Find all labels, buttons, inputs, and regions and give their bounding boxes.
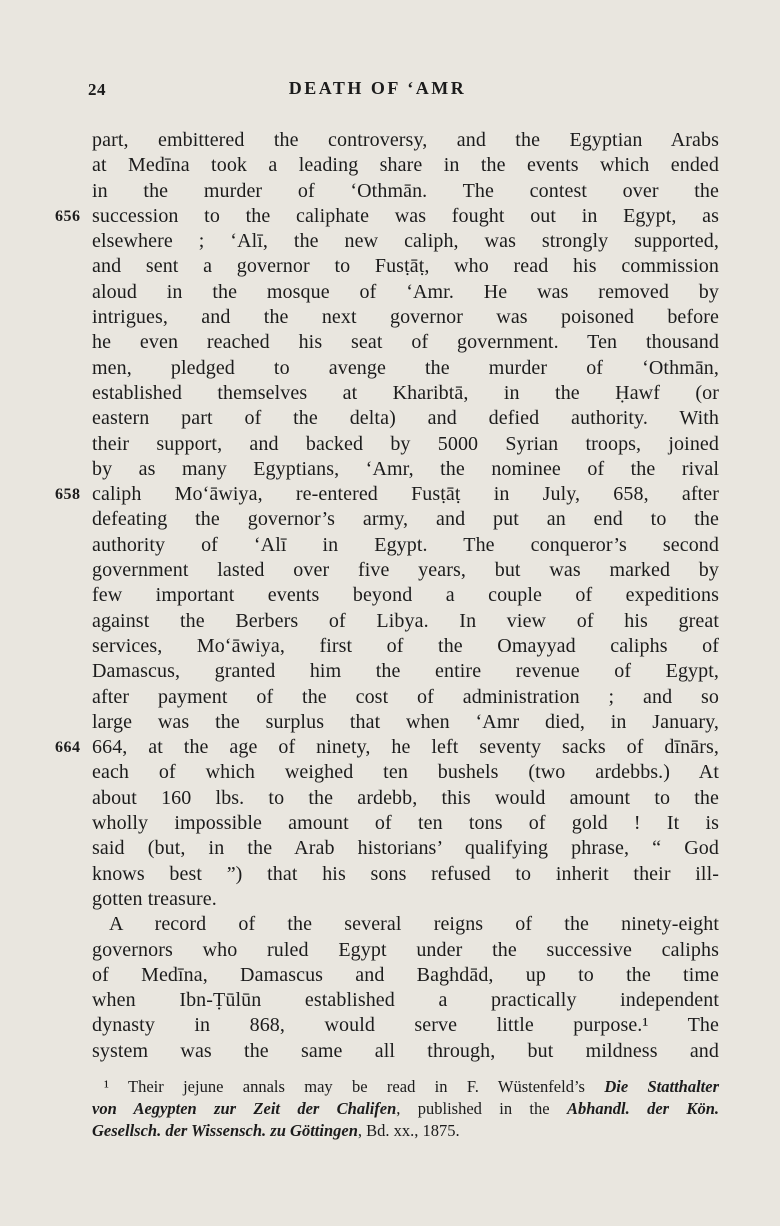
line-text: dynasty in 868, would serve little purpose.¹ The xyxy=(92,1014,719,1037)
body-text xyxy=(55,128,719,1064)
text-line xyxy=(92,760,719,785)
text-line xyxy=(92,912,719,937)
text-line xyxy=(92,710,719,735)
text-line xyxy=(92,1013,719,1038)
margin-year: 656 xyxy=(55,207,81,225)
text-line xyxy=(92,583,719,608)
text-line xyxy=(55,204,719,229)
page-header xyxy=(88,78,719,104)
text-line xyxy=(92,507,719,532)
page-number: 24 xyxy=(88,80,106,99)
footnote-line xyxy=(92,1076,719,1098)
line-text: after payment of the cost of administration ; and so xyxy=(92,685,719,708)
text-line xyxy=(92,836,719,861)
text-line xyxy=(92,988,719,1013)
text-line xyxy=(92,938,719,963)
running-title: DEATH OF ‘AMR xyxy=(288,78,467,98)
line-text: said (but, in the Arab historians’ qualifying phrase, “ God xyxy=(92,837,719,860)
line-text: wholly impossible amount of ten tons of gold ! It is xyxy=(92,812,719,835)
text-line xyxy=(92,558,719,583)
margin-year: 664 xyxy=(55,739,81,757)
line-text: Damascus, granted him the entire revenue of Egypt, xyxy=(92,660,719,683)
text-line xyxy=(92,963,719,988)
text-line xyxy=(92,356,719,381)
line-text: their support, and backed by 5000 Syrian troops, joined xyxy=(92,432,719,455)
line-text: caliph Mo‘āwiya, re-entered Fusṭāṭ in July, 658, after xyxy=(92,483,719,506)
line-text: by as many Egyptians, ‘Amr, the nominee of the rival xyxy=(92,457,719,480)
text-line xyxy=(92,862,719,887)
line-text: governors who ruled Egypt under the successive caliphs xyxy=(92,938,719,961)
line-text: eastern part of the delta) and defied authority. With xyxy=(92,407,719,430)
text-line xyxy=(92,432,719,457)
margin-year: 658 xyxy=(55,486,81,504)
text-line xyxy=(92,811,719,836)
text-line xyxy=(92,887,719,912)
footnote-italic-text: Die Statthalter xyxy=(604,1077,720,1096)
line-text: aloud in the mosque of ‘Amr. He was removed by xyxy=(92,280,719,303)
footnote xyxy=(92,1076,719,1141)
text-line xyxy=(92,1039,719,1064)
line-text: at Medīna took a leading share in the events which ended xyxy=(92,154,719,177)
line-text: authority of ‘Alī in Egypt. The conqueror’s second xyxy=(92,533,719,556)
line-text: government lasted over five years, but was marked by xyxy=(92,559,719,582)
text-line xyxy=(92,381,719,406)
footnote-text: ¹ Their jejune annals may be read in F. Wüstenfeld’s xyxy=(104,1077,605,1096)
text-line xyxy=(92,330,719,355)
text-line xyxy=(92,685,719,710)
line-text: established themselves at Kharibtā, in the Ḥawf (or xyxy=(92,381,719,404)
text-line xyxy=(92,280,719,305)
line-text: against the Berbers of Libya. In view of his great xyxy=(92,609,719,632)
footnote-italic-text: Abhandl. der Kön. xyxy=(566,1098,719,1118)
footnote-line xyxy=(92,1098,719,1120)
line-text: large was the surplus that when ‘Amr died, in January, xyxy=(92,710,719,733)
text-line xyxy=(55,482,719,507)
footnote-italic-text: Gesellsch. der Wissensch. zu Göttingen xyxy=(92,1120,358,1140)
line-text: men, pledged to avenge the murder of ‘Othmān, xyxy=(92,356,719,379)
line-text: defeating the governor’s army, and put an end to the xyxy=(92,508,719,531)
text-line xyxy=(92,179,719,204)
line-text: and sent a governor to Fusṭāṭ, who read his commission xyxy=(92,255,719,278)
text-line xyxy=(92,254,719,279)
line-text: succession to the caliphate was fought out in Egypt, as xyxy=(92,204,719,227)
text-line xyxy=(92,457,719,482)
line-text: in the murder of ‘Othmān. The contest over the xyxy=(92,179,719,202)
line-text: gotten treasure. xyxy=(92,887,217,910)
text-line xyxy=(92,786,719,811)
text-line xyxy=(92,305,719,330)
text-line xyxy=(92,153,719,178)
line-text: intrigues, and the next governor was poisoned before xyxy=(92,306,719,329)
text-line xyxy=(92,406,719,431)
text-line xyxy=(92,609,719,634)
line-text: system was the same all through, but mildness and xyxy=(92,1039,719,1062)
text-line xyxy=(55,735,719,760)
line-text: knows best ”) that his sons refused to inherit their ill- xyxy=(92,862,719,885)
text-line xyxy=(92,128,719,153)
footnote-line xyxy=(92,1120,719,1142)
footnote-text: , published in the xyxy=(396,1098,567,1118)
line-text: about 160 lbs. to the ardebb, this would amount to the xyxy=(92,786,719,809)
line-text: each of which weighed ten bushels (two ardebbs.) At xyxy=(92,761,719,784)
line-text: part, embittered the controversy, and the Egyptian Arabs xyxy=(92,129,719,151)
line-text: services, Mo‘āwiya, first of the Omayyad caliphs of xyxy=(92,634,719,657)
line-text: when Ibn-Ṭūlūn established a practically independent xyxy=(92,989,719,1012)
footnote-italic-text: von Aegypten zur Zeit der Chalifen xyxy=(92,1098,397,1118)
text-line xyxy=(92,659,719,684)
text-line xyxy=(92,634,719,659)
line-text: 664, at the age of ninety, he left seventy sacks of dīnārs, xyxy=(92,736,719,759)
line-text: he even reached his seat of government. Ten thousand xyxy=(92,331,719,354)
text-line xyxy=(92,533,719,558)
line-text: few important events beyond a couple of expeditions xyxy=(92,584,719,607)
footnote-text: , Bd. xx., 1875. xyxy=(357,1120,460,1140)
line-text: of Medīna, Damascus and Baghdād, up to the time xyxy=(92,963,719,986)
line-text: elsewhere ; ‘Alī, the new caliph, was strongly supported, xyxy=(92,230,719,253)
text-line xyxy=(92,229,719,254)
line-text: A record of the several reigns of the ninety-eight xyxy=(109,913,719,936)
